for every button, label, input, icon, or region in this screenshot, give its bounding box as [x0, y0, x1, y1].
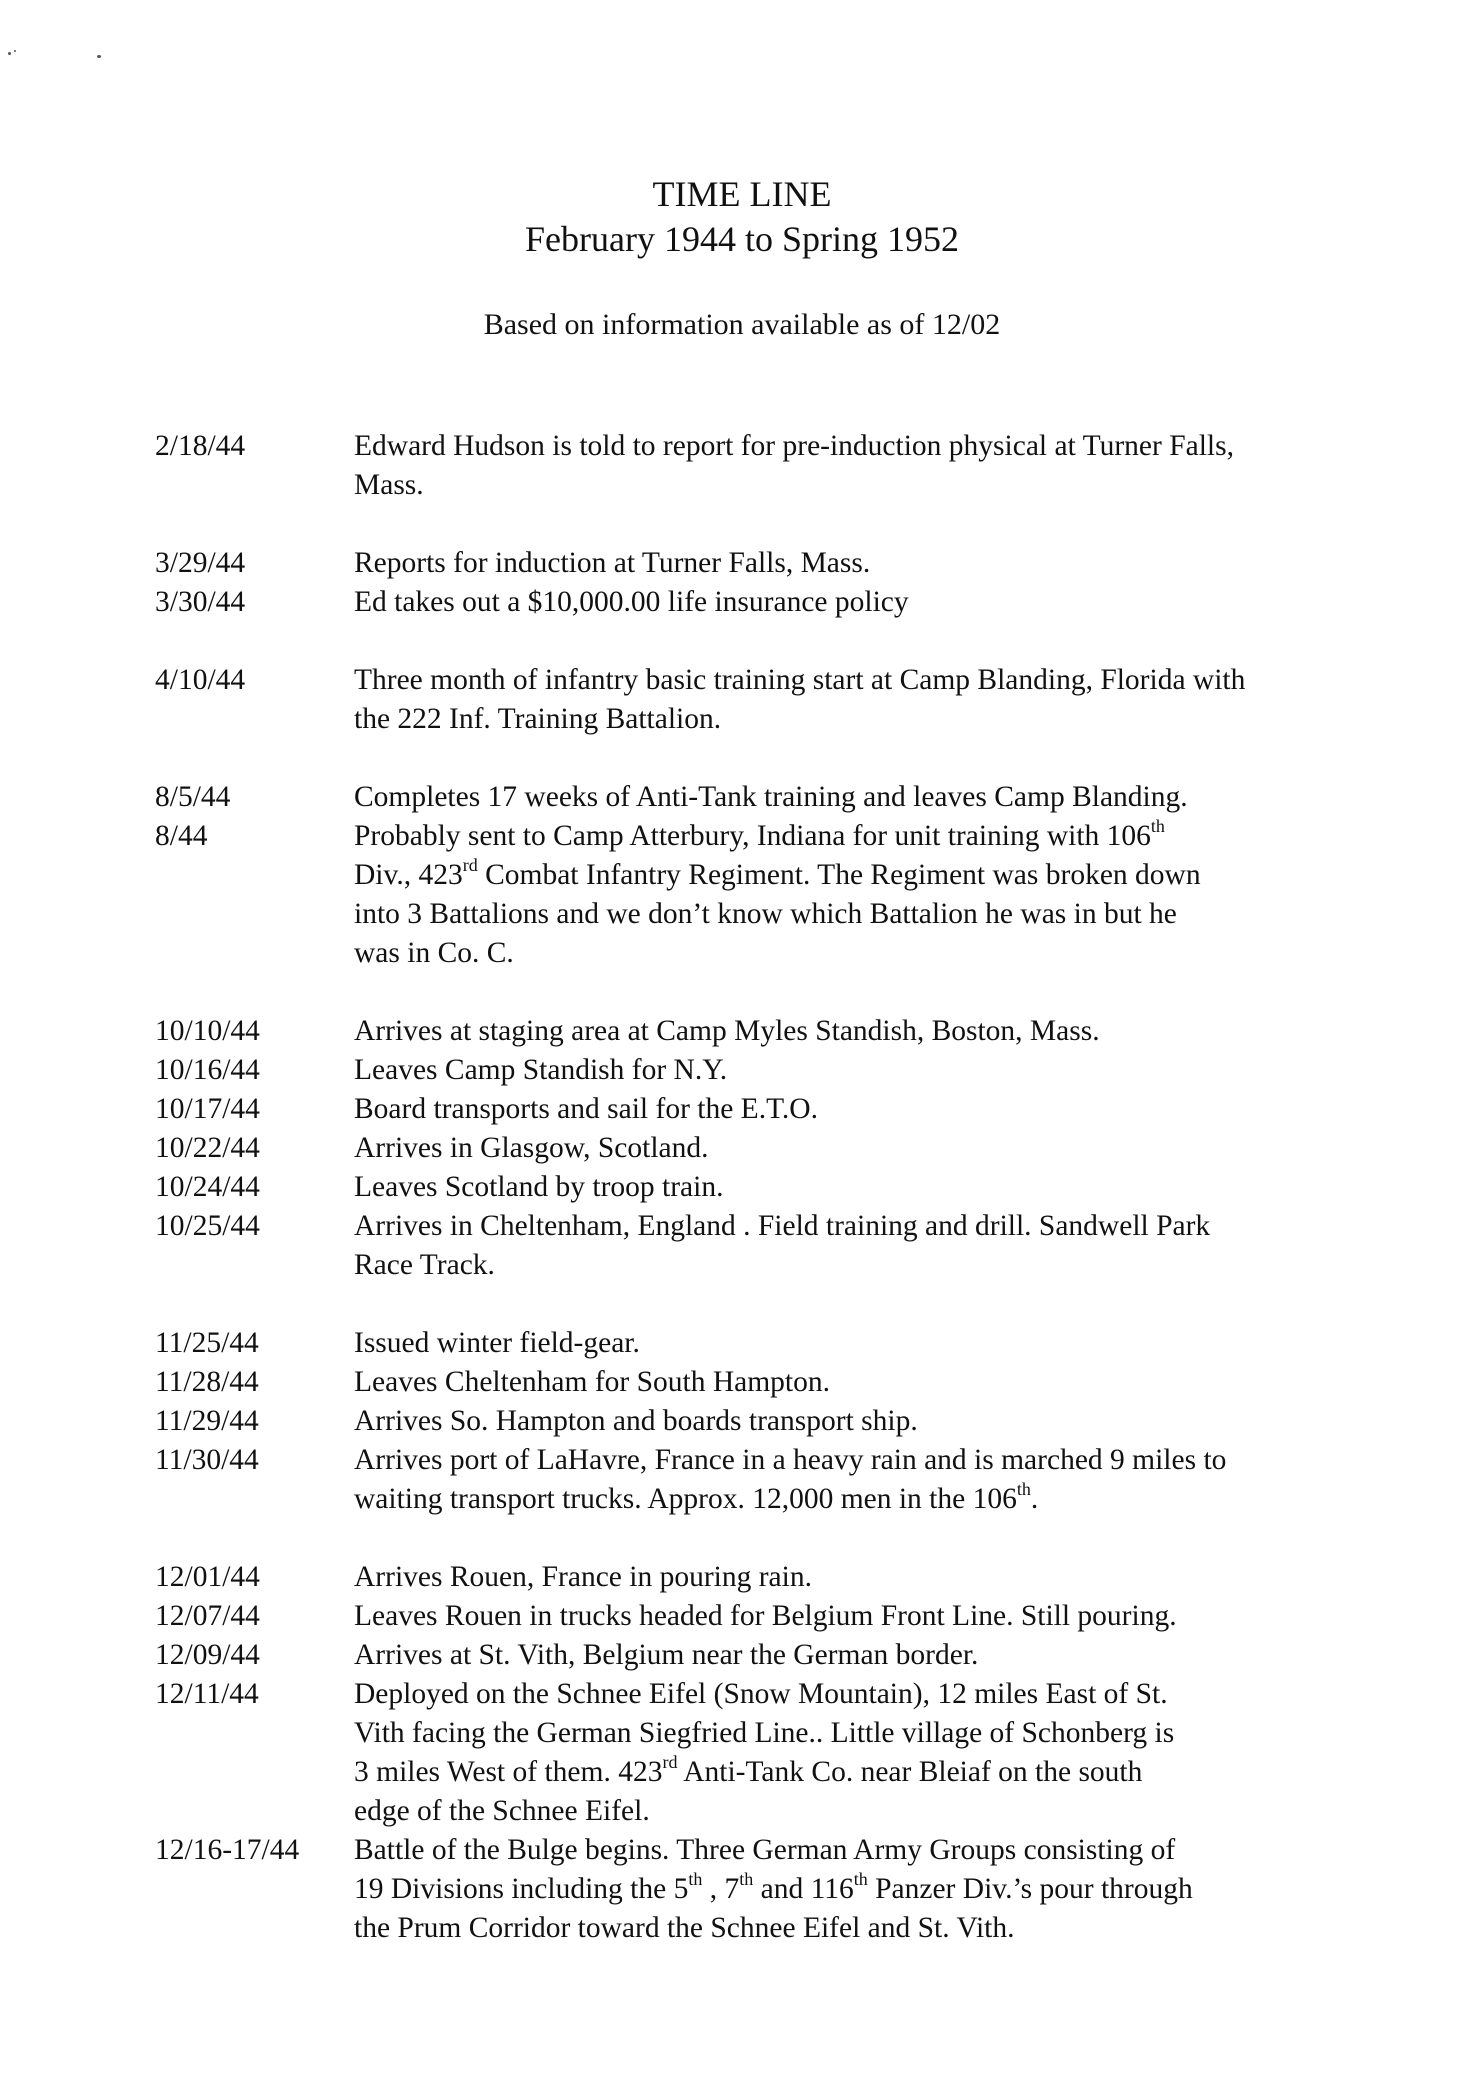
- entry-date: 12/16-17/44: [155, 1834, 300, 1866]
- ordinal-suffix: rd: [462, 855, 478, 875]
- entry-description-line: Issued winter field-gear.: [354, 1327, 640, 1359]
- scan-speck: [97, 55, 101, 58]
- entry-description-line: Leaves Cheltenham for South Hampton.: [354, 1366, 830, 1398]
- text-segment: .: [1030, 1483, 1039, 1515]
- timeline-entry: [0, 1675, 1484, 1831]
- timeline-group: [0, 661, 1484, 739]
- entry-date: 11/28/44: [155, 1366, 259, 1398]
- entry-description: [354, 661, 1354, 739]
- entry-date: 11/29/44: [155, 1405, 259, 1437]
- entry-date: 10/16/44: [155, 1054, 260, 1086]
- entry-description-line: Deployed on the Schnee Eifel (Snow Mountain), 12 miles East of St.: [354, 1678, 1168, 1710]
- entry-description-line: Arrives at St. Vith, Belgium near the German border.: [354, 1639, 979, 1671]
- timeline-group: [0, 1012, 1484, 1285]
- entry-description: [354, 1441, 1354, 1519]
- entry-description-line: Vith facing the German Siegfried Line.. Little village of Schonberg is: [354, 1717, 1175, 1749]
- timeline-entry: [0, 1324, 1484, 1363]
- entry-date: 11/25/44: [155, 1327, 259, 1359]
- entry-description-line: Leaves Scotland by troop train.: [354, 1171, 724, 1203]
- entry-description: [354, 1324, 1354, 1363]
- timeline-entry: [0, 427, 1484, 505]
- entry-description-line: Arrives in Cheltenham, England . Field training and drill. Sandwell Park: [354, 1210, 1211, 1242]
- ordinal-suffix: th: [1150, 816, 1165, 836]
- scan-speck: [8, 52, 11, 55]
- entry-description-line: Arrives So. Hampton and boards transport ship.: [354, 1405, 918, 1437]
- entry-date: 12/11/44: [155, 1678, 259, 1710]
- timeline-entry: [0, 1363, 1484, 1402]
- entry-date: 12/09/44: [155, 1639, 260, 1671]
- entry-description-line: edge of the Schnee Eifel.: [354, 1795, 650, 1827]
- entry-description-line: Leaves Rouen in trucks headed for Belgium Front Line. Still pouring.: [354, 1600, 1177, 1632]
- entry-date: 8/44: [155, 820, 208, 852]
- text-segment: and 116: [753, 1873, 854, 1905]
- entry-date: 10/25/44: [155, 1210, 260, 1242]
- timeline-entry: [0, 778, 1484, 817]
- entry-description: [354, 1168, 1354, 1207]
- timeline-group: [0, 544, 1484, 622]
- entry-date: 3/29/44: [155, 547, 246, 579]
- timeline-entry: [0, 1090, 1484, 1129]
- entry-date: 11/30/44: [155, 1444, 259, 1476]
- entry-description-line: Edward Hudson is told to report for pre-induction physical at Turner Falls,: [354, 430, 1234, 462]
- entry-description: [354, 817, 1354, 973]
- entry-description-line: Ed takes out a $10,000.00 life insurance policy: [354, 586, 909, 618]
- entry-description: [354, 1402, 1354, 1441]
- entry-description-line: Completes 17 weeks of Anti-Tank training and leaves Camp Blanding.: [354, 781, 1188, 813]
- entry-date: 3/30/44: [155, 586, 246, 618]
- ordinal-suffix: th: [1016, 1479, 1031, 1499]
- document-title: TIME LINE: [652, 174, 832, 214]
- entry-description: [354, 778, 1354, 817]
- text-segment: Div., 423: [354, 859, 463, 891]
- entry-date: 12/01/44: [155, 1561, 260, 1593]
- entry-description: [354, 1597, 1354, 1636]
- text-segment: , 7: [702, 1873, 740, 1905]
- entry-description-line: Arrives Rouen, France in pouring rain.: [354, 1561, 812, 1593]
- timeline: [0, 427, 1484, 1987]
- entry-description: [354, 1051, 1354, 1090]
- entry-description: [354, 1675, 1354, 1831]
- entry-description-line: [354, 856, 1354, 895]
- timeline-entry: [0, 1636, 1484, 1675]
- entry-description-line: Reports for induction at Turner Falls, Mass.: [354, 547, 871, 579]
- entry-description: [354, 1129, 1354, 1168]
- timeline-entry: [0, 1207, 1484, 1285]
- entry-description-line: Arrives in Glasgow, Scotland.: [354, 1132, 709, 1164]
- timeline-group: [0, 778, 1484, 973]
- ordinal-suffix: th: [688, 1869, 703, 1889]
- entry-description-line: the Prum Corridor toward the Schnee Eifel and St. Vith.: [354, 1912, 1015, 1944]
- entry-description-line: was in Co. C.: [354, 937, 514, 969]
- entry-date: 10/10/44: [155, 1015, 260, 1047]
- timeline-entry: [0, 1597, 1484, 1636]
- text-segment: 19 Divisions including the 5: [354, 1873, 689, 1905]
- timeline-entry: [0, 1402, 1484, 1441]
- timeline-entry: [0, 661, 1484, 739]
- entry-description-line: Battle of the Bulge begins. Three German Army Groups consisting of: [354, 1834, 1176, 1866]
- entry-date: 2/18/44: [155, 430, 246, 462]
- entry-date: 10/24/44: [155, 1171, 260, 1203]
- ordinal-suffix: rd: [662, 1752, 678, 1772]
- timeline-entry: [0, 1831, 1484, 1948]
- timeline-group: [0, 1324, 1484, 1519]
- text-segment: Probably sent to Camp Atterbury, Indiana for unit training with 106: [354, 820, 1151, 852]
- text-segment: Combat Infantry Regiment. The Regiment was broken down: [477, 859, 1201, 891]
- entry-description: [354, 1558, 1354, 1597]
- entry-description: [354, 1363, 1354, 1402]
- entry-date: 10/22/44: [155, 1132, 260, 1164]
- entry-description-line: [354, 1480, 1354, 1519]
- entry-description-line: the 222 Inf. Training Battalion.: [354, 703, 722, 735]
- timeline-entry: [0, 544, 1484, 583]
- entry-date: 10/17/44: [155, 1093, 260, 1125]
- entry-description-line: [354, 1870, 1354, 1909]
- entry-description-line: Board transports and sail for the E.T.O.: [354, 1093, 818, 1125]
- entry-description: [354, 544, 1354, 583]
- entry-date: 4/10/44: [155, 664, 246, 696]
- text-segment: Panzer Div.’s pour through: [867, 1873, 1193, 1905]
- entry-description-line: Race Track.: [354, 1249, 495, 1281]
- entry-description: [354, 1012, 1354, 1051]
- ordinal-suffix: th: [739, 1869, 754, 1889]
- entry-description-line: Arrives port of LaHavre, France in a heavy rain and is marched 9 miles to: [354, 1444, 1227, 1476]
- entry-description-line: into 3 Battalions and we don’t know which Battalion he was in but he: [354, 898, 1177, 930]
- ordinal-suffix: th: [853, 1869, 868, 1889]
- timeline-entry: [0, 1441, 1484, 1519]
- timeline-entry: [0, 1129, 1484, 1168]
- entry-description-line: Three month of infantry basic training start at Camp Blanding, Florida with: [354, 664, 1246, 696]
- timeline-entry: [0, 583, 1484, 622]
- timeline-group: [0, 427, 1484, 505]
- entry-description-line: [354, 817, 1354, 856]
- entry-description: [354, 1831, 1354, 1948]
- entry-description-line: [354, 1753, 1354, 1792]
- entry-description-line: Arrives at staging area at Camp Myles Standish, Boston, Mass.: [354, 1015, 1100, 1047]
- timeline-entry: [0, 1051, 1484, 1090]
- entry-description-line: Mass.: [354, 469, 424, 501]
- text-segment: waiting transport trucks. Approx. 12,000 men in the 106: [354, 1483, 1017, 1515]
- timeline-entry: [0, 817, 1484, 973]
- text-segment: 3 miles West of them. 423: [354, 1756, 663, 1788]
- document-subtitle: February 1944 to Spring 1952: [525, 219, 959, 259]
- timeline-entry: [0, 1558, 1484, 1597]
- entry-description: [354, 583, 1354, 622]
- entry-description-line: Leaves Camp Standish for N.Y.: [354, 1054, 728, 1086]
- entry-description: [354, 1090, 1354, 1129]
- timeline-entry: [0, 1168, 1484, 1207]
- entry-description: [354, 427, 1354, 505]
- information-date-note: Based on information available as of 12/02: [483, 308, 1001, 341]
- timeline-group: [0, 1558, 1484, 1948]
- scan-speck: [14, 50, 16, 52]
- entry-description: [354, 1636, 1354, 1675]
- timeline-entry: [0, 1012, 1484, 1051]
- entry-date: 12/07/44: [155, 1600, 260, 1632]
- text-segment: Anti-Tank Co. near Bleiaf on the south: [677, 1756, 1143, 1788]
- entry-description: [354, 1207, 1354, 1285]
- entry-date: 8/5/44: [155, 781, 231, 813]
